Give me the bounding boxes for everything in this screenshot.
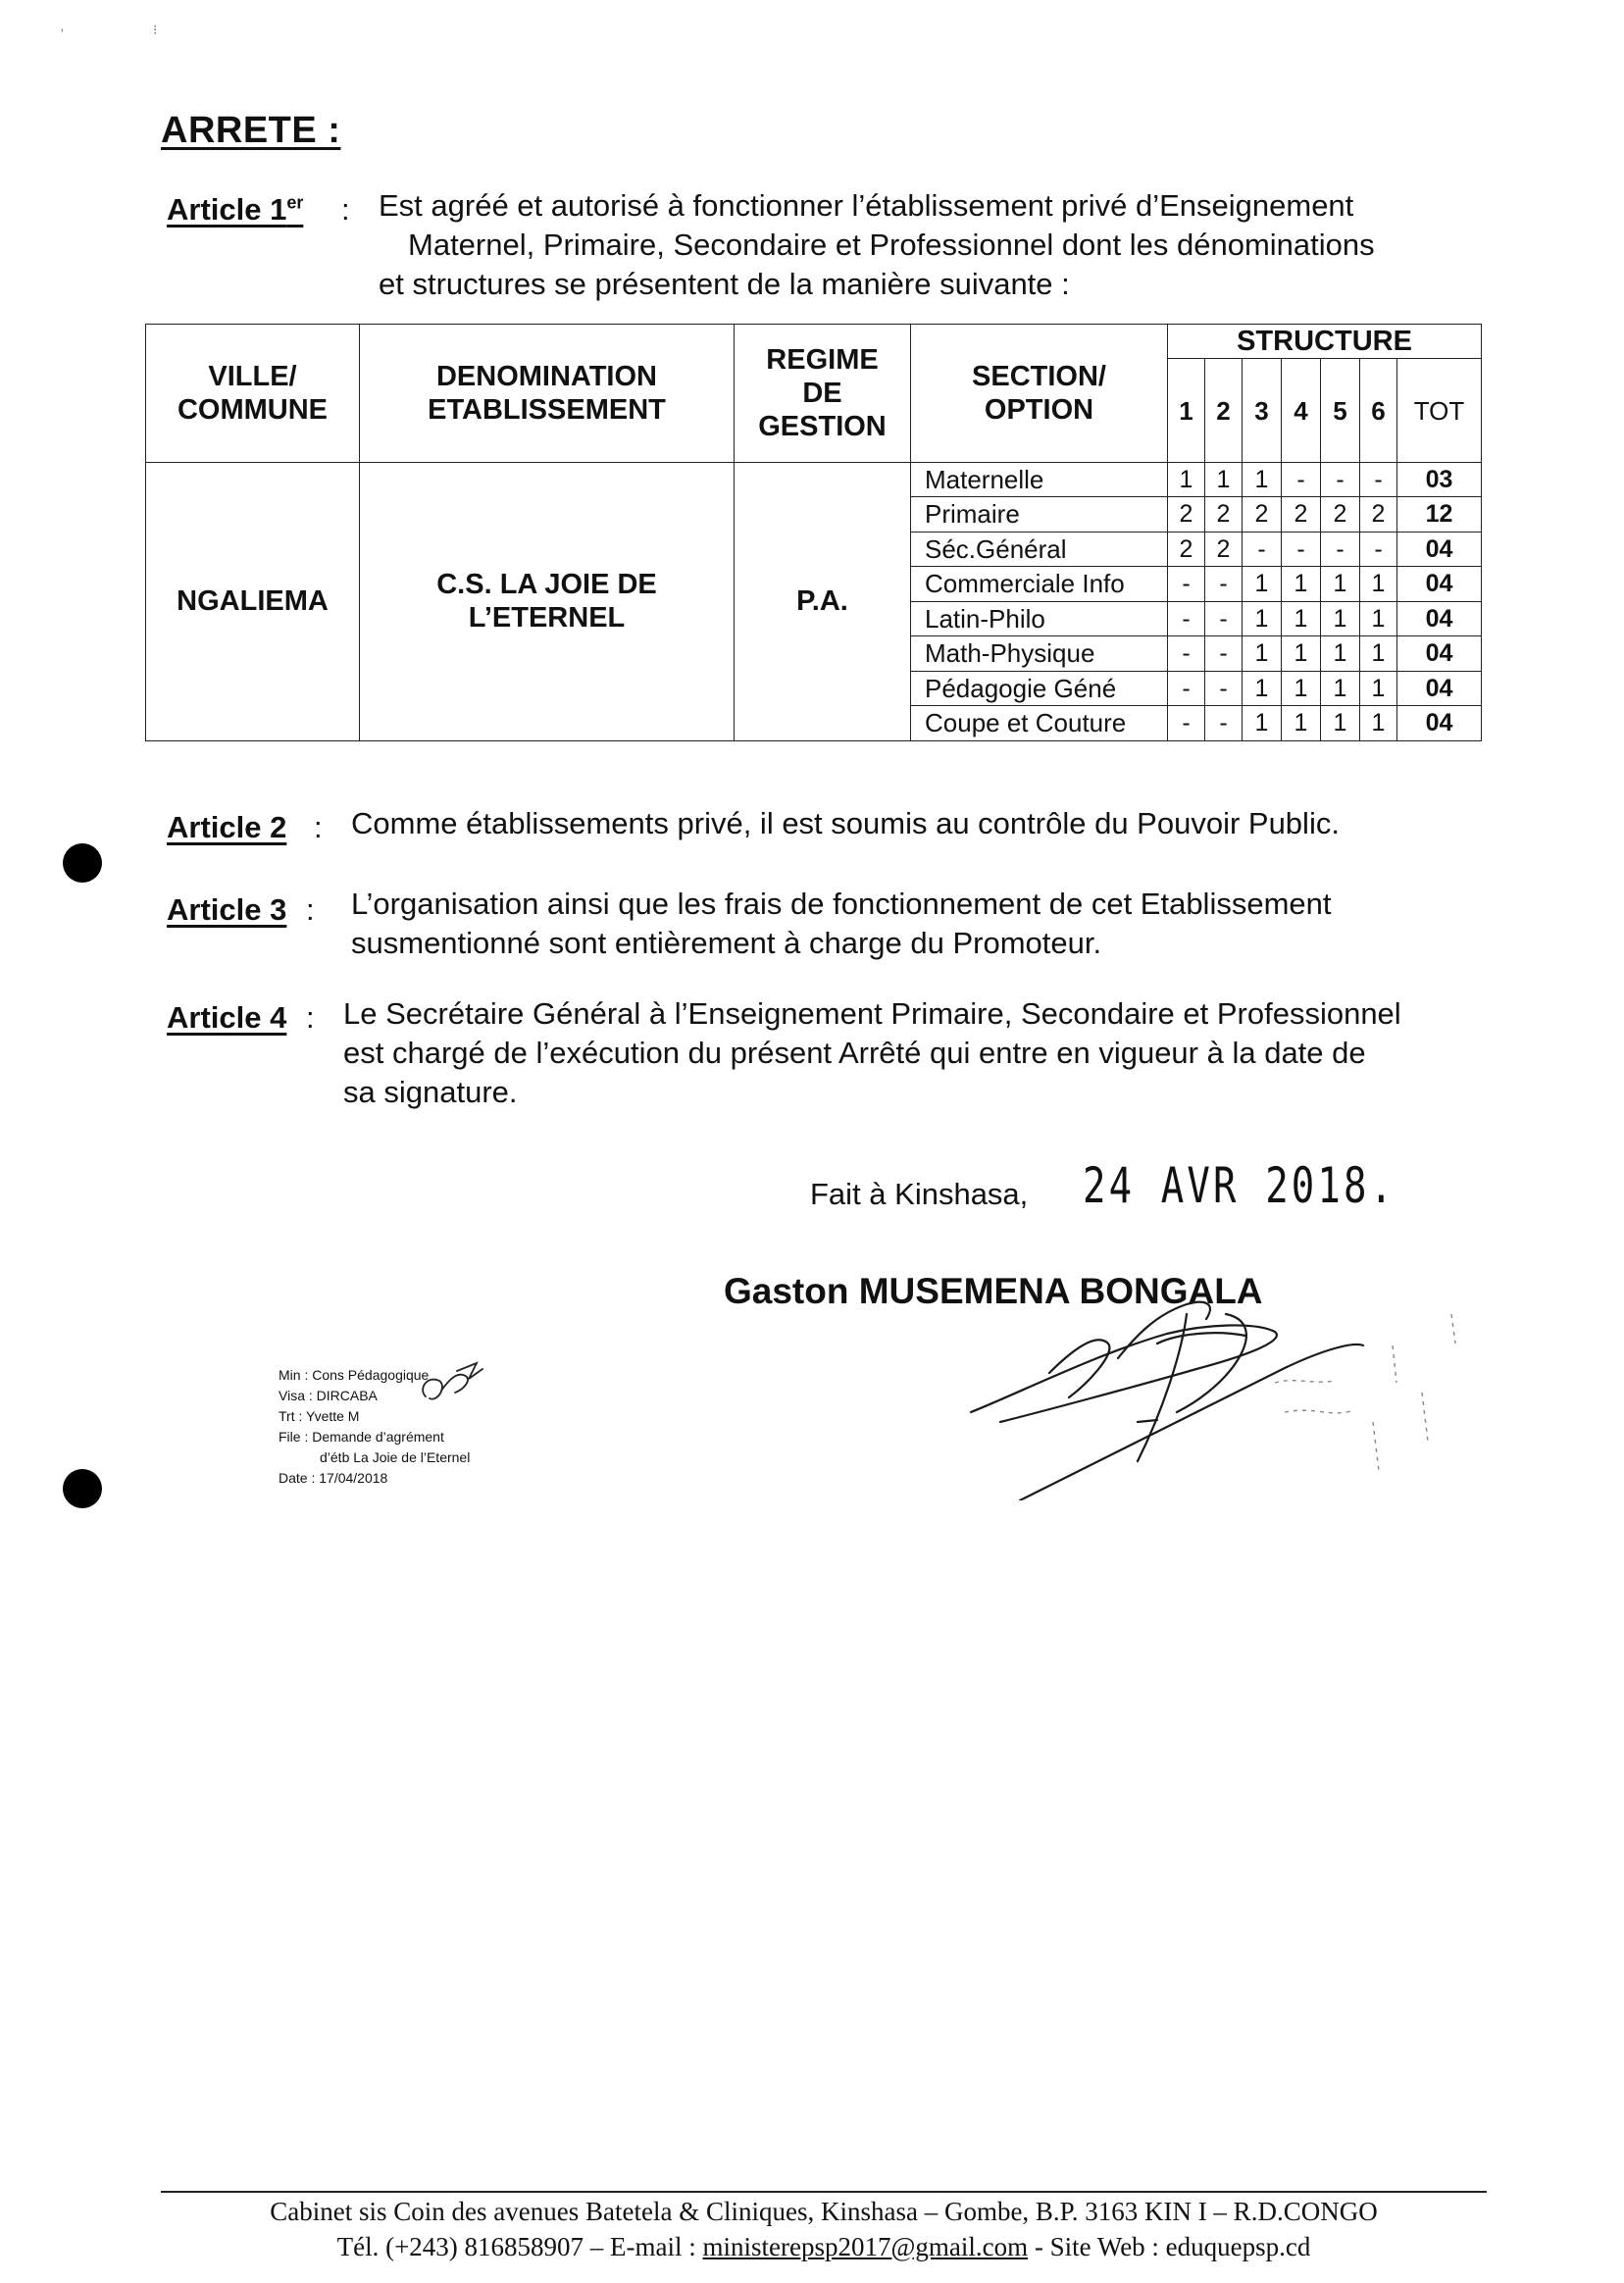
text-line: est chargé de l’exécution du présent Arrêté qui entre en vigueur à la date de bbox=[343, 1036, 1366, 1070]
scan-mark: ' bbox=[61, 25, 64, 41]
article-3-text bbox=[351, 885, 1332, 963]
cell-level-5: 1 bbox=[1321, 671, 1360, 706]
cell-ville: NGALIEMA bbox=[146, 462, 360, 740]
scan-mark: ⁝ bbox=[153, 22, 158, 37]
cell-level-1: - bbox=[1168, 567, 1205, 602]
cell-regime: P.A. bbox=[735, 462, 911, 740]
footer-contact: Tél. (+243) 816858907 – E-mail : ministerepsp2017@gmail.com - Site Web : eduquepsp.cd bbox=[336, 2232, 1311, 2261]
cell-level-3: 1 bbox=[1243, 601, 1282, 636]
header-level-6: 6 bbox=[1360, 359, 1397, 463]
cell-level-2: 2 bbox=[1205, 497, 1243, 533]
cell-section: Coupe et Couture bbox=[911, 706, 1168, 741]
cell-level-1: 1 bbox=[1168, 462, 1205, 497]
colon: : bbox=[341, 192, 350, 227]
cell-level-3: 1 bbox=[1243, 671, 1282, 706]
cell-level-4: 1 bbox=[1282, 671, 1321, 706]
cell-level-2: - bbox=[1205, 671, 1243, 706]
cell-tot: 12 bbox=[1397, 497, 1482, 533]
cell-level-1: - bbox=[1168, 706, 1205, 741]
cell-denomination: C.S. LA JOIE DE L’ETERNEL bbox=[360, 462, 735, 740]
note-line: Trt : Yvette M bbox=[279, 1408, 360, 1424]
cell-level-2: - bbox=[1205, 567, 1243, 602]
cell-level-5: 1 bbox=[1321, 636, 1360, 672]
structure-table bbox=[145, 324, 1482, 741]
cell-tot: 04 bbox=[1397, 636, 1482, 672]
colon: : bbox=[306, 892, 315, 927]
cell-section: Séc.Général bbox=[911, 532, 1168, 567]
cell-level-5: 2 bbox=[1321, 497, 1360, 533]
cell-section: Latin-Philo bbox=[911, 601, 1168, 636]
text-line: L’organisation ainsi que les frais de fonctionnement de cet Etablissement bbox=[351, 887, 1332, 921]
text-line: sa signature. bbox=[343, 1075, 518, 1109]
cell-tot: 04 bbox=[1397, 532, 1482, 567]
header-denomination: DENOMINATION ETABLISSEMENT bbox=[360, 325, 735, 463]
text-line: Comme établissements privé, il est soumis au contrôle du Pouvoir Public. bbox=[351, 806, 1340, 840]
cell-level-3: 1 bbox=[1243, 462, 1282, 497]
footer-address: Cabinet sis Coin des avenues Batetela & Cliniques, Kinshasa – Gombe, B.P. 3163 KIN I – R.D.CONGO bbox=[270, 2197, 1378, 2226]
cell-level-4: - bbox=[1282, 532, 1321, 567]
cell-level-1: 2 bbox=[1168, 497, 1205, 533]
header-level-1: 1 bbox=[1168, 359, 1205, 463]
cell-level-6: 2 bbox=[1360, 497, 1397, 533]
header-level-2: 2 bbox=[1205, 359, 1243, 463]
cell-level-5: - bbox=[1321, 532, 1360, 567]
cell-level-4: 1 bbox=[1282, 601, 1321, 636]
header-section: SECTION/ OPTION bbox=[911, 325, 1168, 463]
email-link[interactable]: ministerepsp2017@gmail.com bbox=[702, 2232, 1029, 2261]
cell-section: Maternelle bbox=[911, 462, 1168, 497]
cell-tot: 03 bbox=[1397, 462, 1482, 497]
footer-divider bbox=[161, 2191, 1487, 2193]
colon: : bbox=[314, 810, 323, 844]
header-tot: TOT bbox=[1397, 359, 1482, 463]
header-level-5: 5 bbox=[1321, 359, 1360, 463]
cell-level-2: - bbox=[1205, 636, 1243, 672]
cell-level-1: - bbox=[1168, 601, 1205, 636]
table-row bbox=[146, 462, 1482, 497]
cell-tot: 04 bbox=[1397, 567, 1482, 602]
header-regime: REGIME DE GESTION bbox=[735, 325, 911, 463]
cell-level-5: 1 bbox=[1321, 601, 1360, 636]
cell-level-1: - bbox=[1168, 636, 1205, 672]
cell-level-2: 1 bbox=[1205, 462, 1243, 497]
cell-level-2: - bbox=[1205, 601, 1243, 636]
cell-section: Math-Physique bbox=[911, 636, 1168, 672]
punch-hole bbox=[63, 843, 102, 883]
cell-level-2: 2 bbox=[1205, 532, 1243, 567]
cell-section: Commerciale Info bbox=[911, 567, 1168, 602]
cell-section: Primaire bbox=[911, 497, 1168, 533]
note-line: Visa : DIRCABA bbox=[279, 1388, 378, 1403]
signature-drawing bbox=[961, 1275, 1471, 1500]
signer-name: Gaston MUSEMENA BONGALA bbox=[724, 1271, 1263, 1311]
header-level-3: 3 bbox=[1243, 359, 1282, 463]
cell-level-3: 1 bbox=[1243, 636, 1282, 672]
page-title: ARRETE : bbox=[161, 110, 341, 151]
cell-level-5: 1 bbox=[1321, 706, 1360, 741]
header-level-4: 4 bbox=[1282, 359, 1321, 463]
article-2-label: Article 2 bbox=[167, 810, 287, 844]
initials-scribble bbox=[412, 1357, 490, 1412]
cell-level-6: 1 bbox=[1360, 636, 1397, 672]
cell-level-6: - bbox=[1360, 532, 1397, 567]
cell-level-3: 2 bbox=[1243, 497, 1282, 533]
cell-level-2: - bbox=[1205, 706, 1243, 741]
punch-hole bbox=[63, 1469, 102, 1508]
article-2-text bbox=[351, 804, 1340, 843]
note-line: d’étb La Joie de l’Eternel bbox=[320, 1449, 471, 1465]
colon: : bbox=[306, 1000, 315, 1035]
text-line: et structures se présentent de la manière suivante : bbox=[379, 267, 1070, 301]
cell-level-4: - bbox=[1282, 462, 1321, 497]
cell-level-4: 1 bbox=[1282, 636, 1321, 672]
cell-level-4: 1 bbox=[1282, 706, 1321, 741]
cell-level-5: 1 bbox=[1321, 567, 1360, 602]
text-line: Maternel, Primaire, Secondaire et Professionnel dont les dénominations bbox=[408, 228, 1375, 262]
cell-level-6: 1 bbox=[1360, 567, 1397, 602]
cell-level-1: 2 bbox=[1168, 532, 1205, 567]
cell-tot: 04 bbox=[1397, 671, 1482, 706]
cell-tot: 04 bbox=[1397, 601, 1482, 636]
cell-level-5: - bbox=[1321, 462, 1360, 497]
text-line: susmentionné sont entièrement à charge du Promoteur. bbox=[351, 926, 1102, 960]
header-ville: VILLE/ COMMUNE bbox=[146, 325, 360, 463]
note-line: File : Demande d’agrément bbox=[279, 1429, 444, 1445]
note-line: Date : 17/04/2018 bbox=[279, 1470, 388, 1486]
text-line: Est agréé et autorisé à fonctionner l’établissement privé d’Enseignement bbox=[379, 188, 1354, 223]
article-1-label: Article 1er bbox=[167, 192, 304, 227]
cell-level-6: 1 bbox=[1360, 601, 1397, 636]
cell-tot: 04 bbox=[1397, 706, 1482, 741]
note-line: Min : Cons Pédagogique bbox=[279, 1367, 430, 1383]
date-stamp: 24 AVR 2018. bbox=[1083, 1157, 1396, 1214]
cell-section: Pédagogie Géné bbox=[911, 671, 1168, 706]
cell-level-3: 1 bbox=[1243, 567, 1282, 602]
header-structure: STRUCTURE bbox=[1168, 325, 1482, 359]
article-3-label: Article 3 bbox=[167, 892, 287, 927]
cell-level-3: - bbox=[1243, 532, 1282, 567]
cell-level-4: 2 bbox=[1282, 497, 1321, 533]
cell-level-6: 1 bbox=[1360, 671, 1397, 706]
text-line: Le Secrétaire Général à l’Enseignement Primaire, Secondaire et Professionnel bbox=[343, 996, 1401, 1031]
cell-level-3: 1 bbox=[1243, 706, 1282, 741]
cell-level-6: - bbox=[1360, 462, 1397, 497]
article-1-text bbox=[379, 186, 1375, 304]
cell-level-4: 1 bbox=[1282, 567, 1321, 602]
cell-level-1: - bbox=[1168, 671, 1205, 706]
place-label: Fait à Kinshasa, bbox=[810, 1177, 1029, 1211]
article-4-text bbox=[343, 994, 1401, 1112]
cell-level-6: 1 bbox=[1360, 706, 1397, 741]
article-4-label: Article 4 bbox=[167, 1000, 287, 1035]
